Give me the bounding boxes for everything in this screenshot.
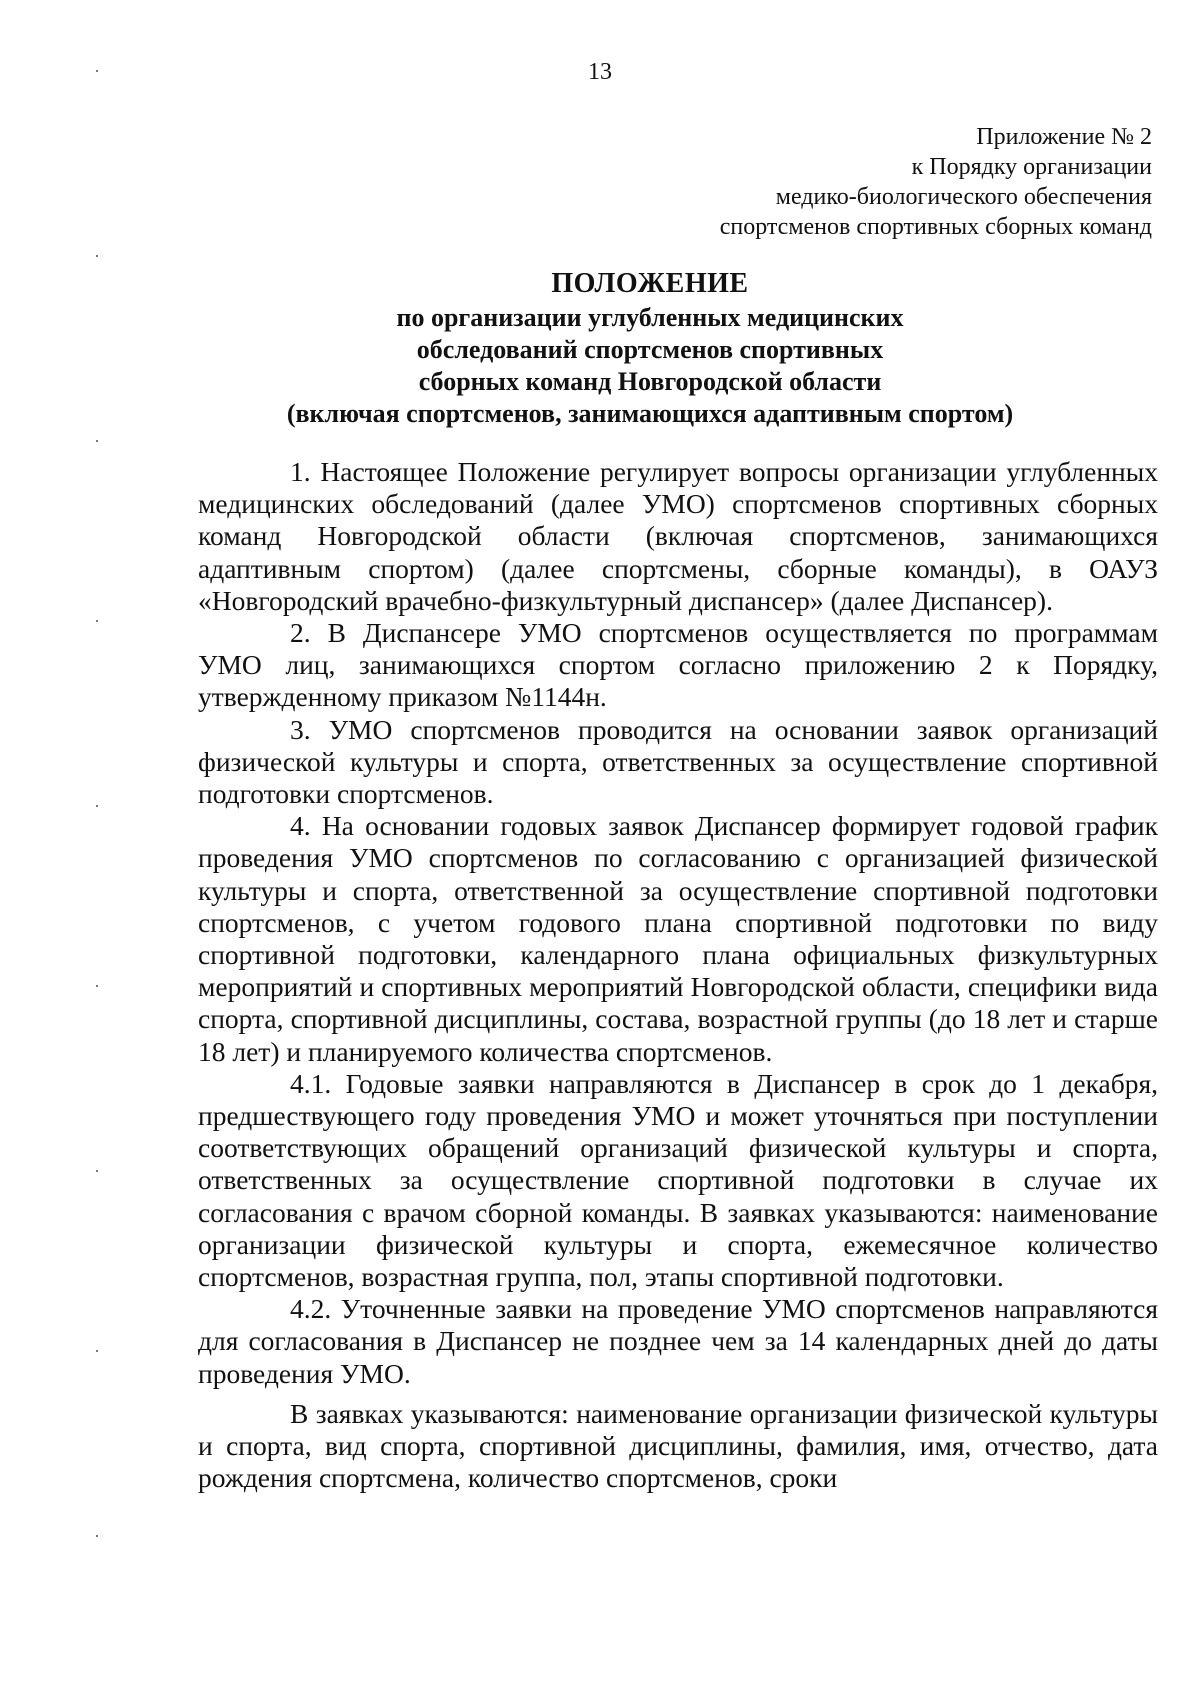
paragraph-3: 3. УМО спортсменов проводится на основании заявок организаций физической культуры и спорта, ответственных за осуществление спортивной подготовки спортсменов. [198,713,1158,810]
paragraph-4-1: 4.1. Годовые заявки направляются в Диспансер в срок до 1 декабря, предшествующего году проведения УМО и может уточняться при поступлении соответствующих обращений организаций физической культуры и спорта, ответственных за осуществление спортивной подготовки в случае их согласования с врачом сборной команды. В заявках указываются: наименование организации физической культуры и спорта, ежемесячное количество спортсменов, возрастная группа, пол, этапы спортивной подготовки. [198,1067,1158,1293]
appendix-line: спортсменов спортивных сборных команд [719,214,1152,240]
title-subline: по организации углубленных медицинских [396,303,904,332]
scan-margin-marks [96,0,102,1696]
title-subline: (включая спортсменов, занимающихся адаптивным спортом) [286,399,1014,428]
title-subline: обследований спортсменов спортивных [416,335,884,364]
appendix-line: к Порядку организации [911,154,1152,180]
paragraph-requests-content: В заявках указываются: наименование организации физической культуры и спорта, вид спорта, спортивной дисциплины, фамилия, имя, отчество, дата рождения спортсмена, количество спортсменов, сроки [198,1397,1158,1494]
paragraph-2: 2. В Диспансере УМО спортсменов осуществляется по программам УМО лиц, занимающихся спортом согласно приложению 2 к Порядку, утвержденному приказом №1144н. [198,617,1158,713]
document-title [140,266,1160,430]
paragraph-4-2: 4.2. Уточненные заявки на проведение УМО спортсменов направляются для согласования в Диспансер не позднее чем за 14 календарных дней до даты проведения УМО. [198,1293,1158,1389]
paragraph-1: 1. Настоящее Положение регулирует вопросы организации углубленных медицинских обследований (далее УМО) спортсменов спортивных сборных команд Новгородской области (включая спортсменов, занимающихся адаптивным спортом) (далее спортсмены, сборные команды), в ОАУЗ «Новгородский врачебно-физкультурный диспансер» (далее Диспансер). [198,456,1158,616]
paragraph-4: 4. На основании годовых заявок Диспансер формирует годовой график проведения УМО спортсменов по согласованию с организацией физической культуры и спорта, ответственной за осуществление спортивной подготовки спортсменов, с учетом годового плана спортивной подготовки по виду спортивной подготовки, календарного плана официальных физкультурных мероприятий и спортивных мероприятий Новгородской области, специфики вида спорта, спортивной дисциплины, состава, возрастной группы (до 18 лет и старше 18 лет) и планируемого количества спортсменов. [198,810,1158,1067]
appendix-line: Приложение № 2 [976,124,1152,150]
document-body [198,456,1158,1495]
title-heading: ПОЛОЖЕНИЕ [551,268,749,299]
appendix-reference [720,122,1152,242]
title-subline: сборных команд Новгородской области [418,367,882,396]
page-number: 13 [588,59,612,85]
appendix-line: медико-биологического обеспечения [775,184,1152,210]
